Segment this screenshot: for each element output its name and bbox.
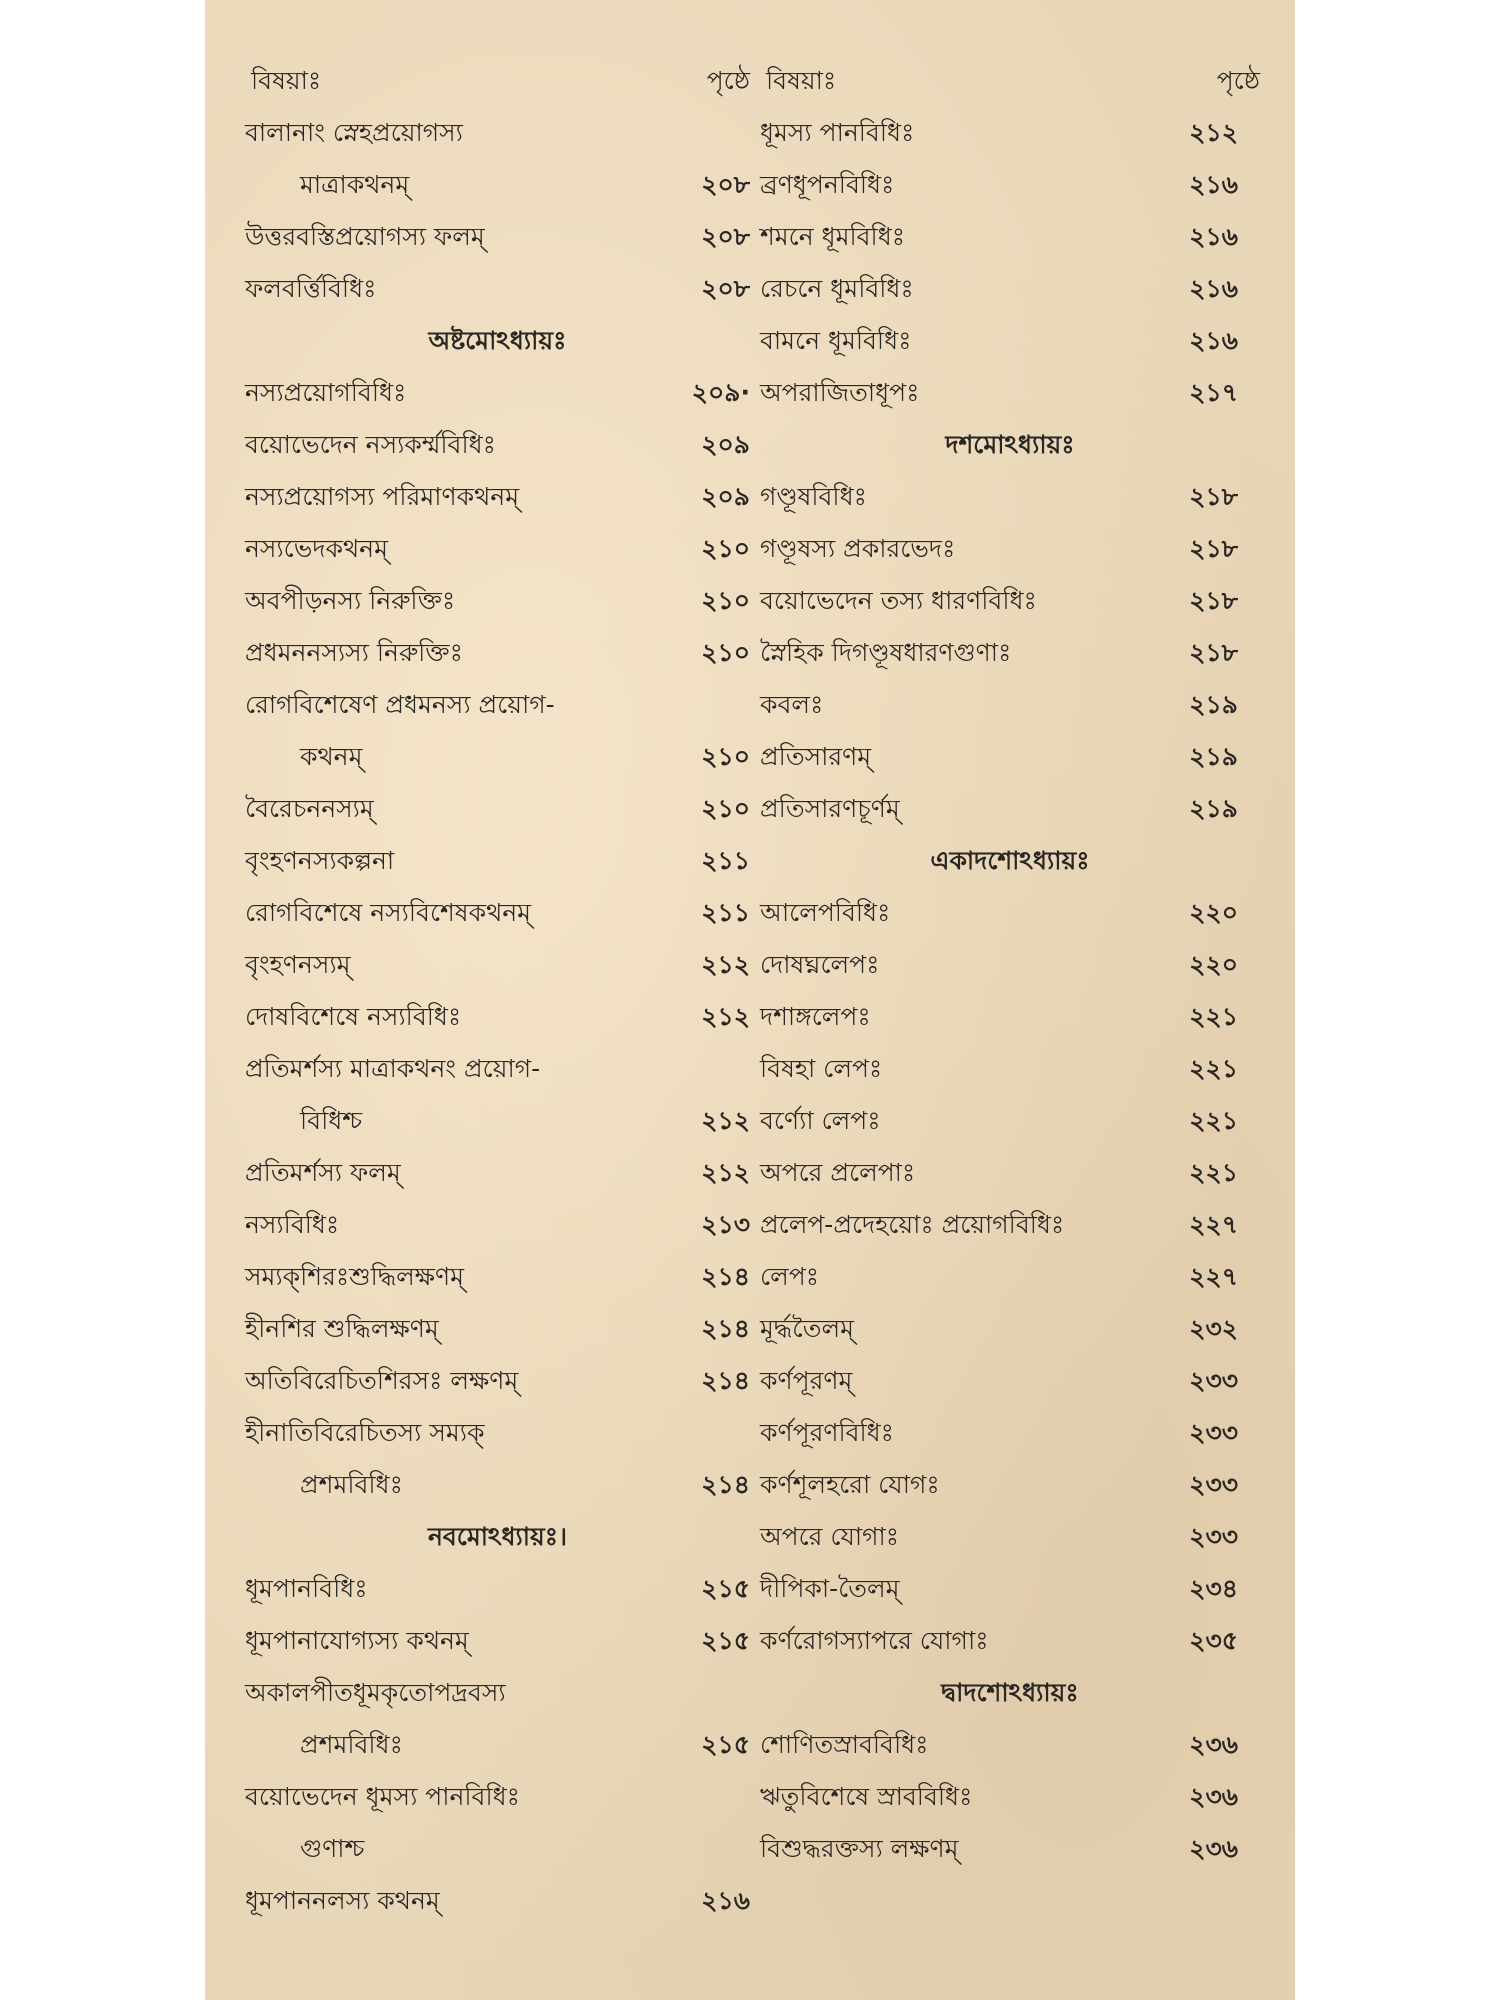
page-number: ২১১ bbox=[701, 846, 750, 875]
toc-entry bbox=[245, 419, 750, 471]
chapter-heading bbox=[245, 315, 750, 367]
toc-entry bbox=[760, 1303, 1260, 1355]
page-number: ২০৯ bbox=[701, 482, 750, 511]
page-number: ২০৮ bbox=[701, 222, 750, 251]
entry-title: প্রলেপ-প্রদেহয়োঃ প্রয়োগবিধিঃ bbox=[760, 1210, 1065, 1239]
page-number: ২১০ bbox=[701, 586, 750, 615]
entry-title: অপরাজিতাধূপঃ bbox=[760, 378, 920, 407]
toc-entry bbox=[760, 159, 1260, 211]
entry-title: উত্তরবস্তিপ্রয়োগস্য ফলম্ bbox=[245, 222, 485, 251]
page-number: ২১২ bbox=[701, 1002, 750, 1031]
page-number: ২১৮ bbox=[1189, 586, 1238, 615]
page-number: ২৩২ bbox=[1189, 1314, 1238, 1343]
toc-entry bbox=[245, 783, 750, 835]
toc-list bbox=[245, 107, 750, 1927]
toc-entry bbox=[245, 1407, 750, 1459]
entry-title: গণ্ডূষবিধিঃ bbox=[760, 482, 867, 511]
toc-entry bbox=[760, 471, 1260, 523]
toc-entry bbox=[245, 1563, 750, 1615]
toc-entry bbox=[760, 315, 1260, 367]
entry-title: নস্যবিধিঃ bbox=[245, 1210, 340, 1239]
toc-entry bbox=[760, 1095, 1260, 1147]
page-number: ২১০ bbox=[701, 638, 750, 667]
page-number: ২৩৬ bbox=[1189, 1730, 1238, 1759]
toc-entry bbox=[245, 159, 750, 211]
toc-entry bbox=[760, 1147, 1260, 1199]
entry-title: স্নৈহিক দিগণ্ডূষধারণগুণাঃ bbox=[760, 638, 1012, 667]
entry-title: ব্রণধূপনবিধিঃ bbox=[760, 170, 895, 199]
entry-title: নস্যভেদকথনম্ bbox=[245, 534, 388, 563]
chapter-heading bbox=[760, 419, 1260, 471]
toc-column-left bbox=[245, 55, 750, 1927]
entry-title: মাত্রাকথনম্ bbox=[300, 170, 410, 199]
entry-title: দশাঙ্গলেপঃ bbox=[760, 1002, 871, 1031]
entry-title: দীপিকা-তৈলম্ bbox=[760, 1574, 900, 1603]
entry-title: কর্ণপূরণবিধিঃ bbox=[760, 1418, 895, 1447]
entry-title: কর্ণপূরণম্ bbox=[760, 1366, 853, 1395]
page-number: ২১৬ bbox=[1189, 274, 1238, 303]
page-number: ২১৮ bbox=[1189, 534, 1238, 563]
column-header bbox=[245, 55, 750, 107]
toc-entry bbox=[245, 367, 750, 419]
entry-title: শমনে ধূমবিধিঃ bbox=[760, 222, 906, 251]
page-number: ২১৫ bbox=[701, 1574, 750, 1603]
toc-entry bbox=[760, 1615, 1260, 1667]
chapter-title: দ্বাদশোঽধ্যায়ঃ bbox=[941, 1678, 1079, 1707]
entry-title: প্রতিমর্শস্য মাত্রাকথনং প্রয়োগ- bbox=[245, 1054, 541, 1083]
toc-entry bbox=[760, 575, 1260, 627]
entry-title: বয়োভেদেন ধূমস্য পানবিধিঃ bbox=[245, 1782, 520, 1811]
page-number: ২১৬ bbox=[1189, 326, 1238, 355]
page-number: ২১৯ bbox=[1189, 690, 1238, 719]
toc-entry bbox=[245, 211, 750, 263]
entry-title: রেচনে ধূমবিধিঃ bbox=[760, 274, 914, 303]
chapter-heading bbox=[760, 835, 1260, 887]
toc-entry bbox=[245, 1043, 750, 1095]
page-number: ২৩৬ bbox=[1189, 1782, 1238, 1811]
toc-entry bbox=[245, 1199, 750, 1251]
entry-title: বয়োভেদেন তস্য ধারণবিধিঃ bbox=[760, 586, 1037, 615]
toc-entry bbox=[760, 1407, 1260, 1459]
toc-entry bbox=[760, 211, 1260, 263]
toc-entry bbox=[245, 835, 750, 887]
page-number: ২২১ bbox=[1189, 1158, 1238, 1187]
page-number: ২১৮ bbox=[1189, 638, 1238, 667]
toc-entry bbox=[245, 887, 750, 939]
page-number: ২৩৩ bbox=[1189, 1418, 1238, 1447]
toc-entry bbox=[760, 1511, 1260, 1563]
toc-entry bbox=[760, 1251, 1260, 1303]
toc-entry bbox=[245, 1667, 750, 1719]
toc-entry bbox=[760, 1459, 1260, 1511]
toc-entry bbox=[245, 575, 750, 627]
entry-title: মূর্দ্ধতৈলম্ bbox=[760, 1314, 854, 1343]
page-number: ২১২ bbox=[701, 1106, 750, 1135]
toc-entry bbox=[760, 107, 1260, 159]
toc-entry bbox=[245, 1355, 750, 1407]
page-number: ২১৯ bbox=[1189, 794, 1238, 823]
entry-title: নস্যপ্রয়োগস্য পরিমাণকথনম্ bbox=[245, 482, 520, 511]
entry-title: লেপঃ bbox=[760, 1262, 820, 1291]
entry-title: ঋতুবিশেষে স্রাববিধিঃ bbox=[760, 1782, 973, 1811]
page-number: ২২০ bbox=[1189, 898, 1238, 927]
toc-entry bbox=[245, 1459, 750, 1511]
toc-entry bbox=[245, 1303, 750, 1355]
entry-title: কর্ণশূলহরো যোগঃ bbox=[760, 1470, 940, 1499]
toc-entry bbox=[760, 1355, 1260, 1407]
page-number: ২১২ bbox=[1189, 118, 1238, 147]
entry-title: শোণিতস্রাববিধিঃ bbox=[760, 1730, 929, 1759]
page-number: ২১৫ bbox=[701, 1730, 750, 1759]
entry-title: প্রধমননস্যস্য নিরুক্তিঃ bbox=[245, 638, 463, 667]
chapter-title: একাদশোঽধ্যায়ঃ bbox=[930, 846, 1090, 875]
entry-title: ধূমপাননলস্য কথনম্ bbox=[245, 1886, 440, 1915]
toc-entry bbox=[245, 471, 750, 523]
entry-title: অবপীড়নস্য নিরুক্তিঃ bbox=[245, 586, 456, 615]
page-number: ২৩৬ bbox=[1189, 1834, 1238, 1863]
chapter-heading bbox=[245, 1511, 750, 1563]
subject-header: বিষয়াঃ bbox=[251, 66, 322, 95]
page-header: পৃষ্ঠে bbox=[706, 66, 750, 95]
page-number: ২১৯ bbox=[1189, 742, 1238, 771]
page-number: ২৩৩ bbox=[1189, 1366, 1238, 1395]
toc-entry bbox=[245, 107, 750, 159]
page-number: ২১৪ bbox=[701, 1314, 750, 1343]
toc-entry bbox=[245, 1719, 750, 1771]
toc-entry bbox=[245, 1875, 750, 1927]
page-number: ২০৯ bbox=[701, 430, 750, 459]
page-number: ২১২ bbox=[701, 1158, 750, 1187]
toc-entry bbox=[760, 1771, 1260, 1823]
toc-entry bbox=[245, 1095, 750, 1147]
chapter-title: নবমোঽধ্যায়ঃ। bbox=[427, 1522, 568, 1551]
page-number: ২২১ bbox=[1189, 1106, 1238, 1135]
chapter-title: অষ্টমোঽধ্যায়ঃ bbox=[428, 326, 567, 355]
page-number: ২১৩ bbox=[701, 1210, 750, 1239]
page-number: ২৩৩ bbox=[1189, 1470, 1238, 1499]
subject-header: বিষয়াঃ bbox=[766, 66, 837, 95]
chapter-heading bbox=[760, 1667, 1260, 1719]
entry-title: বৃংহণনস্যকল্পনা bbox=[245, 846, 395, 875]
page-number: ২১৭ bbox=[1189, 378, 1238, 407]
page-number: ২২১ bbox=[1189, 1054, 1238, 1083]
entry-title: হীনশির শুদ্ধিলক্ষণম্ bbox=[245, 1314, 439, 1343]
page-number: ২০৮ bbox=[701, 274, 750, 303]
entry-title: প্রশমবিধিঃ bbox=[300, 1470, 403, 1499]
toc-entry bbox=[245, 991, 750, 1043]
page-number: ২১৪ bbox=[701, 1470, 750, 1499]
entry-title: কথনম্ bbox=[300, 742, 363, 771]
page-number: ২২১ bbox=[1189, 1002, 1238, 1031]
page-number: ২১৬ bbox=[701, 1886, 750, 1915]
toc-entry bbox=[760, 887, 1260, 939]
book-page bbox=[205, 0, 1295, 2000]
entry-title: কর্ণরোগস্যাপরে যোগাঃ bbox=[760, 1626, 989, 1655]
toc-entry bbox=[245, 1823, 750, 1875]
entry-title: ফলবর্ত্তিবিধিঃ bbox=[245, 274, 377, 303]
entry-title: বামনে ধূমবিধিঃ bbox=[760, 326, 912, 355]
toc-entry bbox=[245, 523, 750, 575]
entry-title: বৈরেচননস্যম্ bbox=[245, 794, 374, 823]
page-number: ২০৯· bbox=[691, 378, 750, 407]
chapter-title: দশমোঽধ্যায়ঃ bbox=[945, 430, 1075, 459]
toc-entry bbox=[760, 679, 1260, 731]
toc-entry bbox=[245, 679, 750, 731]
toc-entry bbox=[760, 1719, 1260, 1771]
page-number: ২১৮ bbox=[1189, 482, 1238, 511]
toc-entry bbox=[245, 1615, 750, 1667]
toc-column-right bbox=[760, 55, 1260, 1875]
entry-title: সম্যক্‌শিরঃশুদ্ধিলক্ষণম্ bbox=[245, 1262, 465, 1291]
toc-entry bbox=[760, 1043, 1260, 1095]
page-number: ২১০ bbox=[701, 742, 750, 771]
entry-title: প্রতিসারণচূর্ণম্ bbox=[760, 794, 900, 823]
entry-title: কবলঃ bbox=[760, 690, 824, 719]
toc-entry bbox=[245, 263, 750, 315]
page-number: ২২৭ bbox=[1189, 1210, 1238, 1239]
toc-list bbox=[760, 107, 1260, 1875]
page-number: ২১১ bbox=[701, 898, 750, 927]
page-number: ২২০ bbox=[1189, 950, 1238, 979]
entry-title: ধূমস্য পানবিধিঃ bbox=[760, 118, 915, 147]
page-number: ২১৫ bbox=[701, 1626, 750, 1655]
entry-title: প্রতিসারণম্ bbox=[760, 742, 872, 771]
entry-title: হীনাতিবিরেচিতস্য সম্যক্ bbox=[245, 1418, 485, 1447]
entry-title: নস্যপ্রয়োগবিধিঃ bbox=[245, 378, 407, 407]
page-number: ২১৪ bbox=[701, 1262, 750, 1291]
entry-title: অপরে যোগাঃ bbox=[760, 1522, 900, 1551]
entry-title: অতিবিরেচিতশিরসঃ লক্ষণম্ bbox=[245, 1366, 519, 1395]
entry-title: গণ্ডূষস্য প্রকারভেদঃ bbox=[760, 534, 956, 563]
toc-entry bbox=[245, 1251, 750, 1303]
toc-entry bbox=[760, 1563, 1260, 1615]
entry-title: বয়োভেদেন নস্যকর্ম্মবিধিঃ bbox=[245, 430, 496, 459]
page-number: ২২৭ bbox=[1189, 1262, 1238, 1291]
entry-title: প্রশমবিধিঃ bbox=[300, 1730, 403, 1759]
entry-title: দোষবিশেষে নস্যবিধিঃ bbox=[245, 1002, 462, 1031]
entry-title: বালানাং স্নেহপ্রয়োগস্য bbox=[245, 118, 463, 147]
entry-title: বিষহা লেপঃ bbox=[760, 1054, 883, 1083]
entry-title: আলেপবিধিঃ bbox=[760, 898, 891, 927]
toc-entry bbox=[760, 1199, 1260, 1251]
entry-title: দোষঘ্নলেপঃ bbox=[760, 950, 880, 979]
entry-title: বিশুদ্ধরক্তস্য লক্ষণম্ bbox=[760, 1834, 959, 1863]
toc-entry bbox=[760, 523, 1260, 575]
entry-title: বর্ণ্যো লেপঃ bbox=[760, 1106, 881, 1135]
page-number: ২১০ bbox=[701, 534, 750, 563]
page-header: পৃষ্ঠে bbox=[1216, 66, 1260, 95]
page-number: ২১৪ bbox=[701, 1366, 750, 1395]
toc-entry bbox=[760, 263, 1260, 315]
entry-title: প্রতিমর্শস্য ফলম্ bbox=[245, 1158, 401, 1187]
entry-title: রোগবিশেষেণ প্রধমনস্য প্রয়োগ- bbox=[245, 690, 555, 719]
page-number: ২৩৪ bbox=[1189, 1574, 1238, 1603]
entry-title: ধূমপানাযোগ্যস্য কথনম্ bbox=[245, 1626, 469, 1655]
toc-entry bbox=[760, 783, 1260, 835]
column-header bbox=[760, 55, 1260, 107]
toc-entry bbox=[760, 939, 1260, 991]
toc-entry bbox=[245, 939, 750, 991]
page-number: ২০৮ bbox=[701, 170, 750, 199]
page-number: ২৩৫ bbox=[1189, 1626, 1238, 1655]
toc-entry bbox=[760, 627, 1260, 679]
page-number: ২৩৩ bbox=[1189, 1522, 1238, 1551]
toc-entry bbox=[760, 731, 1260, 783]
toc-entry bbox=[760, 367, 1260, 419]
entry-title: বৃংহণনস্যম্ bbox=[245, 950, 351, 979]
page-number: ২১২ bbox=[701, 950, 750, 979]
entry-title: ধূমপানবিধিঃ bbox=[245, 1574, 368, 1603]
entry-title: অকালপীতধূমকৃতোপদ্রবস্য bbox=[245, 1678, 506, 1707]
toc-entry bbox=[245, 1771, 750, 1823]
toc-entry bbox=[760, 991, 1260, 1043]
entry-title: বিধিশ্চ bbox=[300, 1106, 363, 1135]
entry-title: রোগবিশেষে নস্যবিশেষকথনম্ bbox=[245, 898, 532, 927]
page-number: ২১৬ bbox=[1189, 170, 1238, 199]
page-number: ২১০ bbox=[701, 794, 750, 823]
entry-title: অপরে প্রলেপাঃ bbox=[760, 1158, 916, 1187]
toc-entry bbox=[245, 627, 750, 679]
page-number: ২১৬ bbox=[1189, 222, 1238, 251]
toc-entry bbox=[245, 731, 750, 783]
toc-entry bbox=[245, 1147, 750, 1199]
toc-entry bbox=[760, 1823, 1260, 1875]
entry-title: গুণাশ্চ bbox=[300, 1834, 365, 1863]
